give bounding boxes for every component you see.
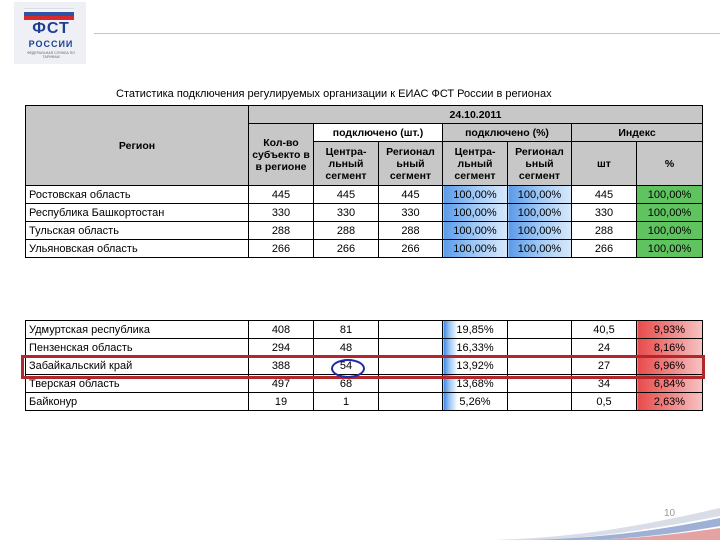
index-pcs-cell: 24 [572, 339, 637, 357]
table-row [26, 339, 703, 357]
highlight-circle [331, 359, 365, 378]
regional-cell [379, 393, 443, 411]
regional-cell: 266 [379, 240, 443, 258]
count-cell: 19 [249, 393, 314, 411]
page-number: 10 [664, 508, 676, 519]
table-title: Статистика подключения регулируемых организации к ЕИАС ФСТ России в регионах [116, 88, 552, 100]
sub-central-pct: Центра-льный сегмент [443, 142, 508, 186]
index-pcs-cell: 34 [572, 375, 637, 393]
fst-logo [14, 2, 86, 64]
flag-icon [24, 8, 74, 20]
central-pct-cell: 5,26% [443, 393, 508, 411]
index-pct-cell: 6,96% [637, 357, 703, 375]
regional-pct-cell: 100,00% [508, 204, 572, 222]
table-row [26, 393, 703, 411]
count-cell: 497 [249, 375, 314, 393]
regional-cell: 445 [379, 186, 443, 204]
date-header: 24.10.2011 [249, 106, 703, 124]
central-cell: 1 [314, 393, 379, 411]
index-pct-cell: 6,84% [637, 375, 703, 393]
central-pct-cell: 13,68% [443, 375, 508, 393]
table-row [26, 321, 703, 339]
regional-cell [379, 321, 443, 339]
count-cell: 408 [249, 321, 314, 339]
regional-cell [379, 339, 443, 357]
regional-pct-cell: 100,00% [508, 186, 572, 204]
stats-table-top [25, 105, 703, 258]
connected-pct-header: подключено (%) [443, 124, 572, 142]
count-cell: 288 [249, 222, 314, 240]
index-pct-cell: 100,00% [637, 186, 703, 204]
count-cell: 330 [249, 204, 314, 222]
regional-pct-cell: 100,00% [508, 240, 572, 258]
sub-index-pct: % [637, 142, 703, 186]
logo-text-russia: РОССИИ [28, 39, 74, 49]
central-pct-cell: 19,85% [443, 321, 508, 339]
central-cell: 68 [314, 375, 379, 393]
region-header: Регион [26, 106, 249, 186]
index-pcs-cell: 40,5 [572, 321, 637, 339]
count-cell: 388 [249, 357, 314, 375]
table-row [26, 240, 703, 258]
table-row [26, 204, 703, 222]
index-pct-cell: 2,63% [637, 393, 703, 411]
flag-swoosh-decoration [490, 502, 720, 540]
index-pcs-cell: 288 [572, 222, 637, 240]
logo-text-fst: ФСТ [32, 20, 70, 37]
region-cell: Ульяновская область [26, 240, 249, 258]
central-cell: 288 [314, 222, 379, 240]
central-pct-cell: 16,33% [443, 339, 508, 357]
index-pcs-cell: 330 [572, 204, 637, 222]
central-cell: 81 [314, 321, 379, 339]
central-cell: 445 [314, 186, 379, 204]
central-cell: 266 [314, 240, 379, 258]
count-header: Кол-во субъекто в в регионе [249, 124, 314, 186]
regional-cell: 288 [379, 222, 443, 240]
central-cell: 54 [314, 357, 379, 375]
index-pcs-cell: 0,5 [572, 393, 637, 411]
region-cell: Республика Башкортостан [26, 204, 249, 222]
index-pct-cell: 100,00% [637, 240, 703, 258]
region-cell: Пензенская область [26, 339, 249, 357]
sub-index-pcs: шт [572, 142, 637, 186]
region-cell: Байконур [26, 393, 249, 411]
count-cell: 294 [249, 339, 314, 357]
index-pcs-cell: 445 [572, 186, 637, 204]
central-pct-cell: 100,00% [443, 186, 508, 204]
count-cell: 266 [249, 240, 314, 258]
count-cell: 445 [249, 186, 314, 204]
table-row [26, 222, 703, 240]
central-pct-cell: 100,00% [443, 222, 508, 240]
regional-pct-cell: 100,00% [508, 222, 572, 240]
index-pct-cell: 9,93% [637, 321, 703, 339]
central-pct-cell: 100,00% [443, 240, 508, 258]
regional-pct-cell [508, 339, 572, 357]
region-cell: Тверская область [26, 375, 249, 393]
sub-regional-units: Регионал ьный сегмент [379, 142, 443, 186]
central-pct-cell: 100,00% [443, 204, 508, 222]
region-cell: Удмуртская республика [26, 321, 249, 339]
logo-text-subtitle: ФЕДЕРАЛЬНАЯ СЛУЖБА ПО ТАРИФАМ [26, 51, 76, 59]
regional-cell: 330 [379, 204, 443, 222]
sub-regional-pct: Регионал ьный сегмент [508, 142, 572, 186]
regional-pct-cell [508, 321, 572, 339]
index-pcs-cell: 27 [572, 357, 637, 375]
index-pct-cell: 8,16% [637, 339, 703, 357]
central-pct-cell: 13,92% [443, 357, 508, 375]
header-divider [94, 33, 720, 34]
region-cell: Ростовская область [26, 186, 249, 204]
index-pct-cell: 100,00% [637, 222, 703, 240]
index-pcs-cell: 266 [572, 240, 637, 258]
sub-central-units: Центра-льный сегмент [314, 142, 379, 186]
connected-units-header: подключено (шт.) [314, 124, 443, 142]
regional-pct-cell [508, 393, 572, 411]
index-pct-cell: 100,00% [637, 204, 703, 222]
table-row [26, 186, 703, 204]
central-cell: 330 [314, 204, 379, 222]
index-header: Индекс [572, 124, 703, 142]
region-cell: Забайкальский край [26, 357, 249, 375]
central-cell: 48 [314, 339, 379, 357]
region-cell: Тульская область [26, 222, 249, 240]
